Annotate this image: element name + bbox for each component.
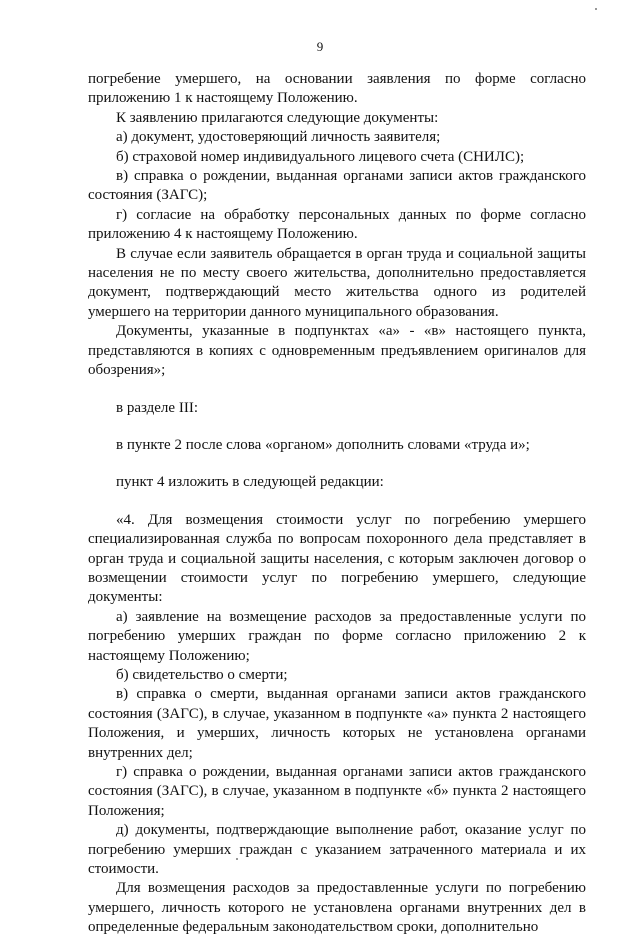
paragraph-point-2-amend: в пункте 2 после слова «органом» дополнить словами «труда и»; — [116, 436, 530, 453]
page-number: 9 — [316, 39, 324, 54]
paragraph-copies: Документы, указанные в подпунктах «а» - «в» настоящего пункта, представляются в копиях с одновременным предъявлением оригиналов для обозрения»; — [88, 323, 586, 379]
list-item-b: б) страховой номер индивидуального лицевого счета (СНИЛС); — [116, 148, 525, 165]
paragraph-burial-application: погребение умершего, на основании заявления по форме согласно приложению 1 к настоящему Положению. — [88, 71, 586, 107]
list-item-4b: б) свидетельство о смерти; — [116, 666, 288, 683]
list-item-4v: в) справка о смерти, выданная органами записи актов гражданского состояния (ЗАГС), в случае, указанном в подпункте «а» пункта 2 настоящего Положения, и умерших, личность которых не установлена органами внутренних дел; — [88, 686, 586, 761]
list-item-g: г) согласие на обработку персональных данных по форме согласно приложению 4 к настоящему Положению. — [88, 206, 586, 243]
paragraph-point-4-restate: пункт 4 изложить в следующей редакции: — [116, 474, 384, 491]
document-body — [88, 70, 586, 938]
list-item-a: а) документ, удостоверяющий личность заявителя; — [116, 129, 441, 146]
list-item-v: в) справка о рождении, выданная органами записи актов гражданского состояния (ЗАГС); — [88, 168, 586, 204]
paragraph-residence-case: В случае если заявитель обращается в орган труда и социальной защиты населения не по месту своего жительства, дополнительно предоставляется документ, подтверждающий место жительства одного из родителей умершего на территории данного муниципального образования. — [88, 245, 586, 320]
paragraph-section-iii: в разделе III: — [116, 399, 198, 416]
list-item-4a: а) заявление на возмещение расходов за предоставленные услуги по погребению умерших граждан по форме согласно приложению 2 к настоящему Положению; — [88, 608, 586, 664]
scan-speck — [236, 858, 238, 860]
paragraph-unidentified: Для возмещения расходов за предоставленные услуги по погребению умершего, личность которого не установлена органами внутренних дел в определенные федеральным законодательством сроки, дополнительно — [88, 880, 586, 936]
list-item-4d: д) документы, подтверждающие выполнение работ, оказание услуг по погребению умерших граждан с указанием затраченного материала и их стоимости. — [88, 822, 586, 878]
list-item-4g: г) справка о рождении, выданная органами записи актов гражданского состояния (ЗАГС), в случае, указанном в подпункте «б» пункта 2 настоящего Положения; — [88, 764, 586, 819]
scan-speck — [595, 8, 597, 10]
paragraph-attached-documents: К заявлению прилагаются следующие документы: — [116, 109, 439, 126]
paragraph-point-4: «4. Для возмещения стоимости услуг по погребению умершего специализированная служба по вопросам похоронного дела представляет в орган труда и социальной защиты населения, с которым заключен договор о возмещении стоимости услуг по погребению умершего, следующие документы: — [88, 511, 586, 606]
